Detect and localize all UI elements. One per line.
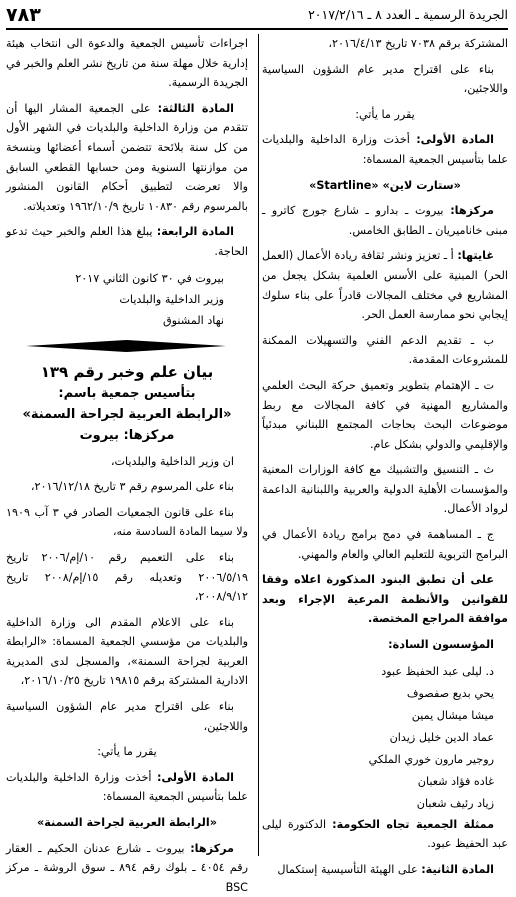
paragraph: [6, 839, 248, 897]
paragraph-text: اجراءات تأسيس الجمعية والدعوة الى انتخاب هيئة إدارية خلال مهلة سنة من تاريخ نشر العلم والخبر في الجريدة الرسمية.: [6, 37, 248, 90]
paragraph: [262, 860, 508, 880]
paragraph-text: ت ـ الإهتمام بتطوير وتعميق حركة البحث العلمي والمشاريع المهنية في كافة المجالات مع ربط موضوعات البحث بحاجات المجتمع اللبناني مبدئياً والإقليمي والدولي بشكل عام.: [262, 378, 508, 451]
paragraph: [262, 105, 508, 125]
paragraph-text: ان وزير الداخلية والبلديات،: [110, 454, 234, 468]
paragraph-text: بناء على اقتراح مدير عام الشؤون السياسية واللاجئين،: [6, 700, 248, 733]
header-rule: [6, 28, 508, 30]
paragraph: [262, 176, 508, 196]
gazette-issue-title: الجريدة الرسمية ـ العدد ٨ ـ ٢٠١٧/٢/١٦: [308, 7, 508, 22]
paragraph-text: أخذت وزارة الداخلية والبلديات علما بتأسيس الجمعية المسماة:: [262, 133, 508, 166]
founder-name: [262, 683, 508, 705]
article-label: المادة الثالثة:: [157, 101, 234, 115]
notice2-hq-heading: مركزها: بيروت: [79, 427, 175, 443]
article-label: غايتها:: [457, 249, 494, 263]
article-label: ممثلة الجمعية تجاه الحكومة:: [332, 817, 494, 831]
founder-name: [262, 661, 508, 683]
paragraph-text: يقرر ما يأتي:: [355, 107, 415, 121]
founder-name: [262, 749, 508, 771]
paragraph-text: زياد رئيف شعبان: [416, 796, 494, 810]
paragraph: [262, 815, 508, 854]
paragraph: [262, 570, 508, 629]
paragraph-text: الدكتورة ليلى عبد الحفيظ عبود.: [262, 817, 508, 851]
founder-name: [262, 705, 508, 727]
paragraph-text: بناء على اقتراح مدير عام الشؤون السياسية واللاجئين،: [262, 62, 508, 96]
paragraph: [262, 130, 508, 169]
paragraph-text: ميشا ميشال يمين: [411, 708, 494, 722]
paragraph: [262, 525, 508, 564]
signature-minister-name: نهاد المشنوق: [162, 313, 224, 327]
paragraph-text: بناء على المرسوم رقم ٣ تاريخ ٢٠١٦/١٢/١٨،: [30, 480, 234, 494]
paragraph-text: «ستارت لاين» «Startline»: [309, 178, 461, 192]
paragraph-text: المشتركة برقم ٧٠٣٨ تاريخ ٢٠١٦/٤/١٣،: [328, 37, 508, 50]
paragraph: [262, 376, 508, 454]
paragraph-text: ب ـ تقديم الدعم الفني والتسهيلات الممكنة للمشروعات المقدمة.: [262, 333, 508, 367]
paragraph-text: د. ليلى عبد الحفيظ عبود: [381, 664, 494, 678]
separator-ornament: [26, 337, 226, 355]
paragraph: [6, 477, 248, 497]
paragraph: [262, 34, 508, 54]
paragraph-text: بناء على قانون الجمعيات الصادر في ٣ آب ١٩٠٩ ولا سيما المادة السادسة منه،: [6, 505, 248, 539]
paragraph-text: غاده فؤاد شعبان: [417, 774, 494, 788]
paragraph-text: ج ـ المساهمة في دمج برامج ريادة الأعمال في البرامج التربوية للتعليم العالي والعام والمهني.: [262, 528, 508, 561]
left-column: [6, 34, 248, 894]
signature-place-date: بيروت في ٣٠ كانون الثاني ٢٠١٧: [75, 271, 224, 285]
article-label: المادة الأولى:: [156, 770, 235, 784]
article-label: المادة الثانية:: [421, 862, 494, 876]
article-label: المادة الرابعة:: [156, 225, 234, 239]
notice2-association-name: «الرابطة العربية لجراحة السمنة»: [22, 406, 232, 422]
column-divider: [258, 34, 259, 856]
paragraph-text: عماد الدين خليل زيدان: [389, 730, 494, 744]
paragraph: [6, 613, 248, 691]
paragraph-text: ث ـ التنسيق والتشبيك مع كافة الوزارات المعنية والمؤسسات الأهلية الدولية والعربية واللبنانية الداعمة لرواد الأعمال.: [262, 463, 508, 516]
article-label: مركزها:: [190, 841, 234, 855]
paragraph: [6, 742, 248, 762]
signature-minister-title: وزير الداخلية والبلديات: [119, 292, 224, 306]
paragraph-text: «الرابطة العربية لجراحة السمنة»: [37, 816, 217, 830]
paragraph-text: بيروت ـ بدارو ـ شارع جورج كاترو ـ مبنى خاناميريان ـ الطابق الخامس.: [262, 204, 508, 237]
paragraph: [262, 460, 508, 519]
paragraph-text: بيروت ـ شارع عدنان الحكيم ـ العقار رقم ٤٠٥٤ ـ بلوك رقم ٨٩٤ ـ سوق الروشة ـ مركز BSC: [6, 841, 248, 894]
founder-name: [262, 793, 508, 815]
notice1-continuation: [6, 34, 248, 262]
paragraph: [6, 34, 248, 93]
paragraph-text: على الهيئة التأسيسية إستكمال: [277, 862, 422, 876]
paragraph-text: المؤسسون السادة:: [388, 638, 494, 652]
section-separator: [6, 335, 248, 357]
paragraph: [6, 813, 248, 833]
paragraph: [262, 635, 508, 655]
paragraph-text: بناء على التعميم رقم ١٠/إم/٢٠٠٦ تاريخ ٢٠٠٦/٥/١٩ وتعديله رقم ١٥/إم/٢٠٠٨ تاريخ ٢٠٠٨/٩/١٢،: [6, 550, 248, 604]
paragraph-text: أخذت وزارة الداخلية والبلديات علما بتأسيس الجمعية المسماة:: [6, 770, 248, 804]
right-column: [262, 34, 508, 876]
paragraph-text: أ ـ تعزيز ونشر ثقافة ريادة الأعمال (العمل الحر) المبنية على الأسس العلمية بشكل يجعل من المشاريع في مختلف المجالات قادراً على بناء سلوك إيجابي نحو ممارسة العمل الحر.: [262, 249, 508, 322]
paragraph-text: يبلغ هذا العلم والخبر حيث تدعو الحاجة.: [6, 225, 248, 258]
paragraph: [6, 548, 248, 607]
page-header: [6, 4, 508, 26]
paragraph-text: يحي بديع صفصوف: [406, 686, 494, 700]
paragraph-text: روجير مارون خوري الملكي: [368, 752, 494, 766]
paragraph: [262, 60, 508, 99]
paragraph: [262, 331, 508, 370]
paragraph: [6, 222, 248, 261]
paragraph-text: على أن تطبق البنود المذكورة اعلاه وفقا للقوانين والأنظمة المرعية الإجراء وبعد موافقة المراجع المختصة.: [262, 573, 508, 626]
article-label: مركزها:: [450, 204, 494, 218]
paragraph: [6, 99, 248, 217]
notice2-body: [6, 452, 248, 897]
paragraph: [262, 246, 508, 324]
notice2-subheading: بتأسيس جمعية باسم:: [58, 385, 196, 401]
article-label: المادة الأولى:: [416, 133, 495, 147]
paragraph: [262, 201, 508, 240]
paragraph-text: على الجمعية المشار اليها أن تتقدم من وزارة الداخلية والبلديات في الشهر الأول من كل سنة بلائحة تتضمن أسماء أعضائها وبنسخة من موازنتها السنوية ومن حسابها القطعي السابق والا تعرضت لتطبيق أحكام القانون المنشور بالمرسوم رقم ١٠٨٣٠ تاريخ ١٩٦٢/١٠/٩ وتعديلاته.: [6, 101, 248, 213]
founder-name: [262, 727, 508, 749]
founder-name: [262, 771, 508, 793]
paragraph: [6, 768, 248, 807]
page-number: ٧٨٣: [6, 4, 41, 26]
paragraph: [6, 697, 248, 736]
paragraph: [6, 503, 248, 542]
notice2-heading: بيان علم وخبر رقم ١٣٩: [40, 362, 214, 381]
paragraph-text: يقرر ما يأتي:: [97, 745, 157, 759]
paragraph: [6, 452, 248, 472]
paragraph-text: بناء على الاعلام المقدم الى وزارة الداخلية والبلديات من مؤسسي الجمعية المسماة: «الرابطة العربية لجراحة السمنة»، والمسجل لدى المديرية الادارية المشتركة برقم ١٩٨١٥ تاريخ ٢٠١٦/١٠/٢٥،: [6, 615, 248, 688]
